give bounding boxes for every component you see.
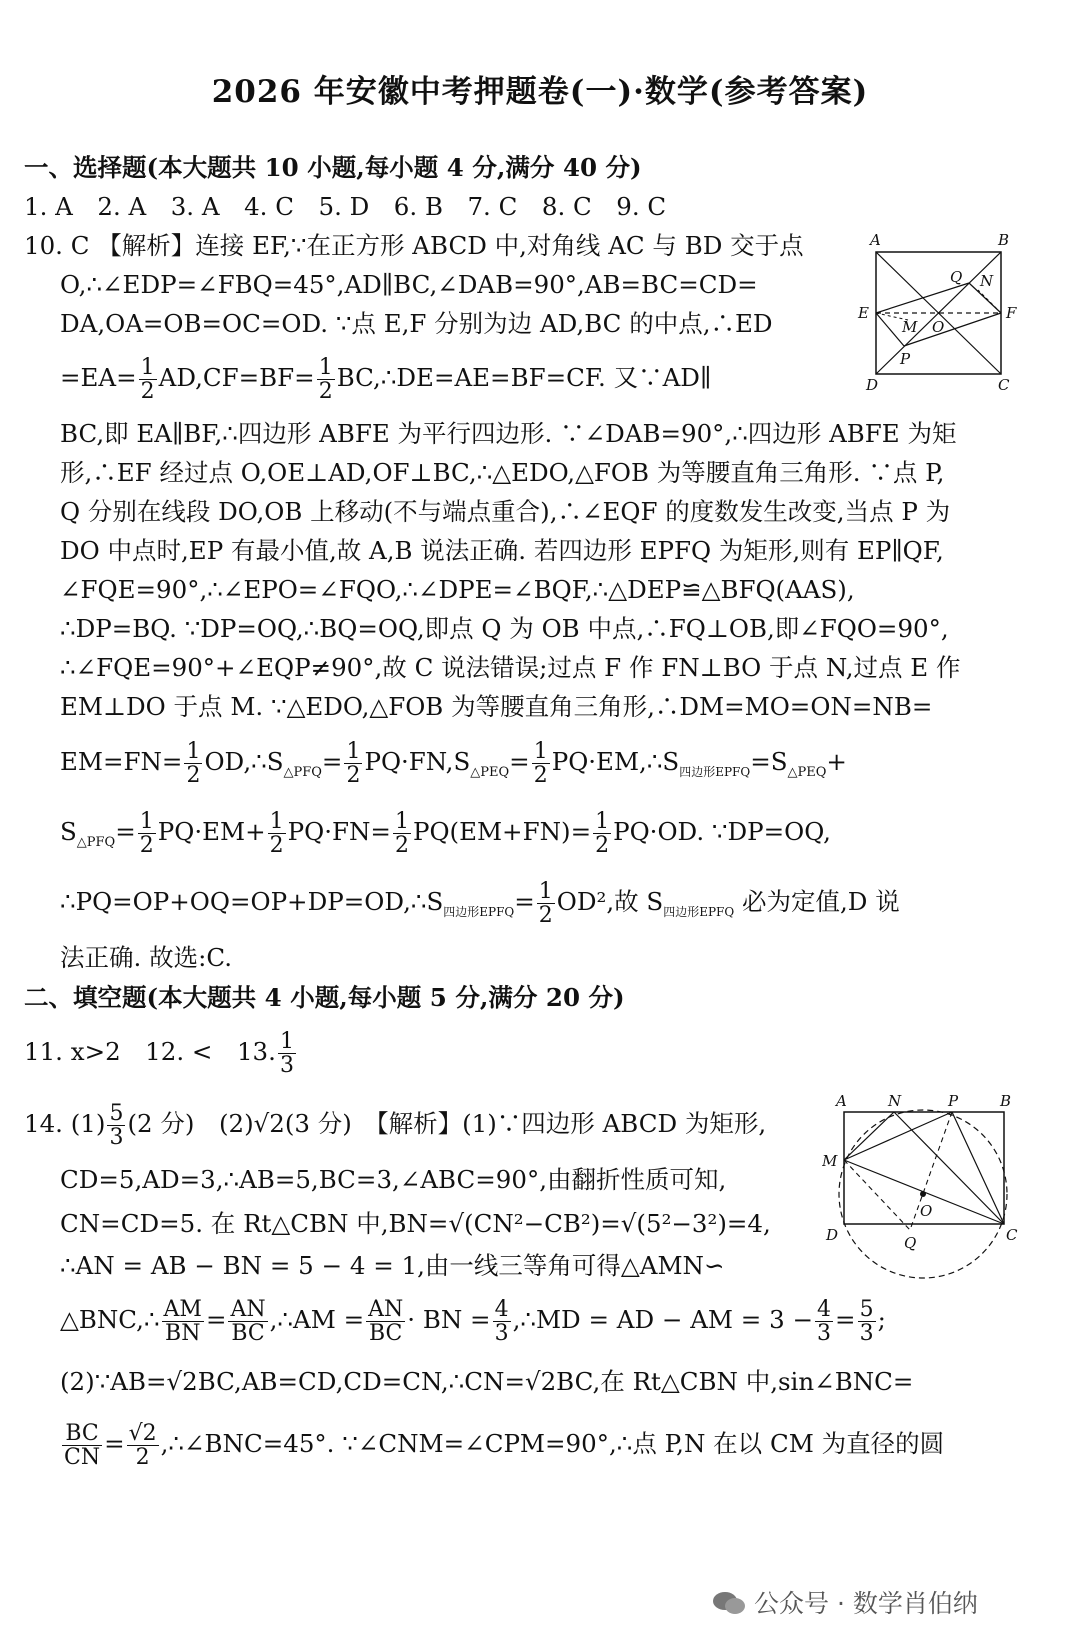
label-A: A: [870, 231, 881, 249]
q14-line-5: △BNC,∴ $\frac{AM}{BN}$ = $\frac{AN}{BC}$ ,∴AM = $\frac{AN}{BC}$ · BN = $\frac{4}{3}$ ,∴MD = AD − AM = 3 − $\frac{4}{3}$ = $\frac{5}{3}$ ;: [60, 1297, 886, 1347]
q10-line-2: O,∴∠EDP=∠FBQ=45°,AD∥BC,∠DAB=90°,AB=BC=CD=: [60, 270, 758, 299]
label-M: M: [902, 318, 918, 336]
answer-row-1-9: 1. A 2. A 3. A 4. C 5. D 6. B 7. C 8. C 9. C: [24, 192, 667, 221]
wechat-icon: [712, 1591, 746, 1615]
label-Q: Q: [904, 1234, 917, 1252]
label-D: D: [826, 1226, 839, 1244]
q14-line-7: $\frac{BC}{CN}$ = $\frac{√2}{2}$ ,∴∠BNC=45°. ∵∠CNM=∠CPM=90°,∴点 P,N 在以 CM 为直径的圆: [64, 1421, 945, 1471]
q14-line-1: 14. (1) $\frac{5}{3}$ (2 分) (2)√2(3 分) 【解析】(1)∵四边形 ABCD 为矩形,: [24, 1101, 767, 1151]
label-F: F: [1006, 304, 1017, 322]
label-A: A: [836, 1092, 847, 1110]
fraction: $\frac{1}{2}$: [140, 355, 155, 405]
q10-line-14: $S_{\triangle PFQ}=$ $\frac{1}{2}$ PQ·EM+ $\frac{1}{2}$ PQ·FN= $\frac{1}{2}$ PQ(EM+FN)= $\frac{1}{2}$ PQ·OD. ∵DP=OQ,: [60, 809, 831, 859]
label-N: N: [980, 272, 994, 290]
label-P: P: [948, 1092, 959, 1110]
label-Q: Q: [950, 268, 963, 286]
q10-line-5: BC,即 EA∥BF,∴四边形 ABFE 为平行四边形. ∵∠DAB=90°,∴四边形 ABFE 为矩: [60, 419, 957, 448]
label-P: P: [900, 350, 911, 368]
label-B: B: [1000, 1092, 1012, 1110]
square-figure: [856, 230, 1026, 395]
rectangle-circle-figure: [822, 1090, 1022, 1280]
fraction: $\frac{1}{2}$: [318, 355, 333, 405]
label-O: O: [932, 318, 945, 336]
label-D: D: [866, 376, 879, 394]
label-O: O: [920, 1202, 933, 1220]
label-E: E: [858, 304, 869, 322]
q10-line-13: EM=FN= $\frac{1}{2}$ $OD,\therefore S_{\triangle PFQ}=$ $\frac{1}{2}$ $PQ\cdot FN,S_{\triangle PEQ}=$ $\frac{1}{2}$ $PQ\cdot EM,\therefore S_{四边形EPFQ}=S_{\triangle PEQ}+$: [60, 739, 847, 789]
q14-line-3: CN=CD=5. 在 Rt△CBN 中,BN=√(CN²−CB²)=√(5²−3²)=4,: [60, 1209, 771, 1238]
section-heading-fill: 二、填空题(本大题共 4 小题,每小题 5 分,满分 20 分): [24, 983, 625, 1012]
label-N: N: [888, 1092, 902, 1110]
label-M: M: [822, 1152, 838, 1170]
label-C: C: [998, 376, 1010, 394]
q10-line-15: $\therefore PQ=OP+OQ=OP+DP=OD,\therefore S_{四边形EPFQ}=$ $\frac{1}{2}$ OD²,故 $S_{四边形EPFQ}$ 必为定值,D 说: [60, 879, 900, 929]
q10-line-4: =EA= $\frac{1}{2}$ AD,CF=BF= $\frac{1}{2}$ BC,∴DE=AE=BF=CF. 又∵AD∥: [60, 355, 712, 405]
q14-line-6: (2)∵AB=√2BC,AB=CD,CD=CN,∴CN=√2BC,在 Rt△CBN 中,sin∠BNC=: [60, 1367, 914, 1396]
q10-line-3: DA,OA=OB=OC=OD. ∵点 E,F 分别为边 AD,BC 的中点,∴ED: [60, 309, 773, 338]
q14-line-4: ∴AN = AB − BN = 5 − 4 = 1,由一线三等角可得△AMN∽: [60, 1251, 725, 1280]
q10-line-9: ∠FQE=90°,∴∠EPO=∠FQO,∴∠DPE=∠BQF,∴△DEP≌△BFQ(AAS),: [60, 575, 855, 604]
q10-line-8: DO 中点时,EP 有最小值,故 A,B 说法正确. 若四边形 EPFQ 为矩形,则有 EP∥QF,: [60, 536, 944, 565]
answer-row-11-13: 11. x>2 12. < 13. $\frac{1}{3}$: [24, 1029, 294, 1079]
q10-line-7: Q 分别在线段 DO,OB 上移动(不与端点重合),∴∠EQF 的度数发生改变,当点 P 为: [60, 497, 951, 526]
q14-line-2: CD=5,AD=3,∴AB=5,BC=3,∠ABC=90°,由翻折性质可知,: [60, 1165, 727, 1194]
q10-line-16: 法正确. 故选:C.: [60, 943, 232, 972]
q10-line-11: ∴∠FQE=90°+∠EQP≠90°,故 C 说法错误;过点 F 作 FN⊥BO 于点 N,过点 E 作: [60, 653, 961, 682]
label-B: B: [998, 231, 1010, 249]
page-title: 2026 年安徽中考押题卷(一)·数学(参考答案): [211, 74, 869, 110]
q10-line-6: 形,∴EF 经过点 O,OE⊥AD,OF⊥BC,∴△EDO,△FOB 为等腰直角三角形. ∵点 P,: [60, 458, 945, 487]
section-heading-choice: 一、选择题(本大题共 10 小题,每小题 4 分,满分 40 分): [24, 153, 642, 182]
q10-line-1: 10. C 【解析】连接 EF,∵在正方形 ABCD 中,对角线 AC 与 BD 交于点: [24, 231, 804, 260]
q10-line-10: ∴DP=BQ. ∵DP=OQ,∴BQ=OQ,即点 Q 为 OB 中点,∴FQ⊥OB,即∠FQO=90°,: [60, 614, 949, 643]
label-C: C: [1006, 1226, 1018, 1244]
q10-line-12: EM⊥DO 于点 M. ∵△EDO,△FOB 为等腰直角三角形,∴DM=MO=ON=NB=: [60, 692, 933, 721]
watermark: 公众号 · 数学肖伯纳: [712, 1584, 978, 1620]
